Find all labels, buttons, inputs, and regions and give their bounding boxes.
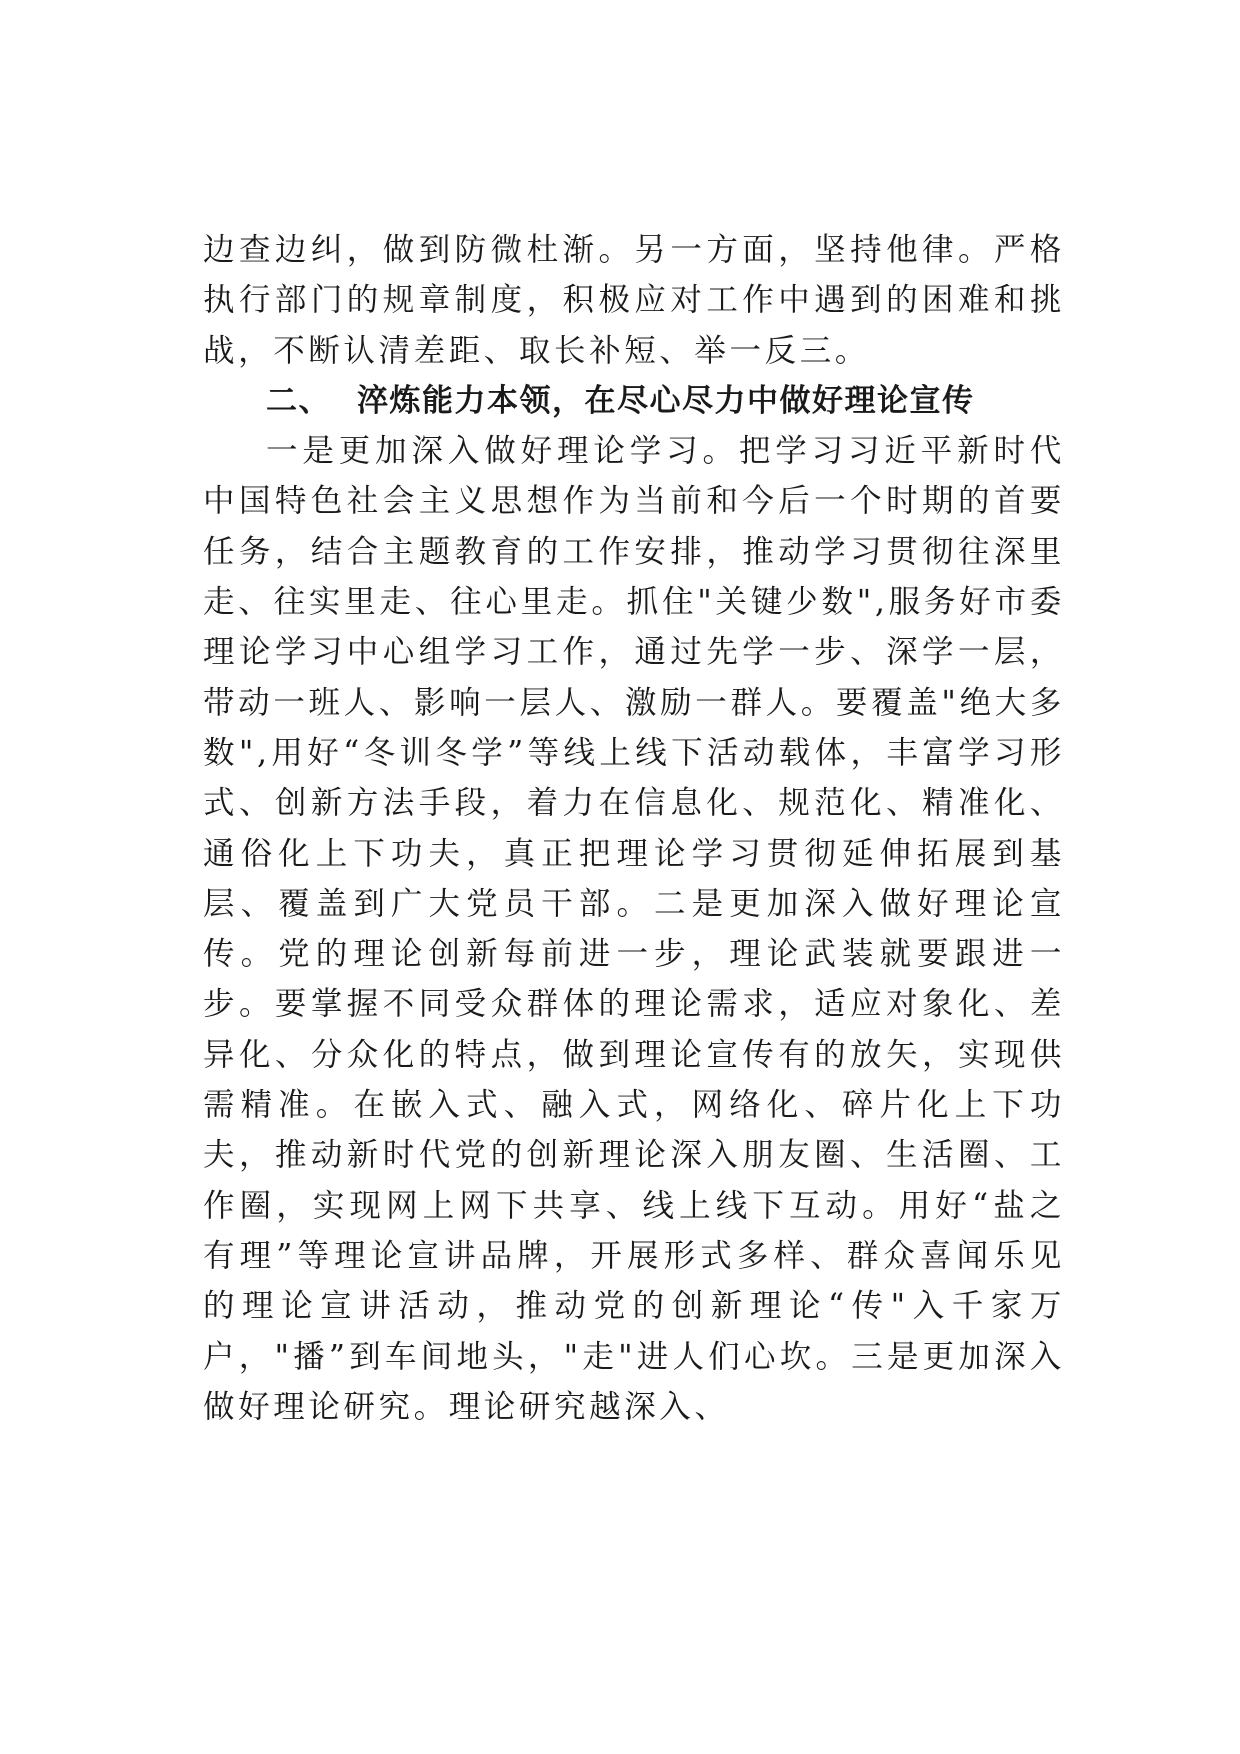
body-paragraph: 一是更加深入做好理论学习。把学习习近平新时代中国特色社会主义思想作为当前和今后一个时期的首要任务，结合主题教育的工作安排，推动学习贯彻往深里走、往实里走、往心里走。抓住"关键少数",服务好市委理论学习中心组学习工作，通过先学一步、深学一层，带动一班人、影响一层人、激励一群人。要覆盖"绝大多数",用好“冬训冬学”等线上线下活动载体，丰富学习形式、创新方法手段，着力在信息化、规范化、精准化、通俗化上下功夫，真正把理论学习贯彻延伸拓展到基层、覆盖到广大党员干部。二是更加深入做好理论宣传。党的理论创新每前进一步，理论武装就要跟进一步。要掌握不同受众群体的理论需求，适应对象化、差异化、分众化的特点，做到理论宣传有的放矢，实现供需精准。在嵌入式、融入式，网络化、碎片化上下功夫，推动新时代党的创新理论深入朋友圈、生活圈、工作圈，实现网上网下共享、线上线下互动。用好“盐之有理”等理论宣讲品牌，开展形式多样、群众喜闻乐见的理论宣讲活动，推动党的创新理论“传"入千家万户，"播”到车间地头，"走"进人们心坎。三是更加深入做好理论研究。理论研究越深入、 — [203, 433, 1065, 1425]
section-number: 二、 — [266, 382, 331, 419]
section-heading — [203, 376, 1065, 426]
document-page — [203, 225, 1065, 1432]
intro-paragraph: 边查边纠，做到防微杜渐。另一方面，坚持他律。严格执行部门的规章制度，积极应对工作中遇到的困难和挑战，不断认清差距、取长补短、举一反三。 — [203, 232, 1065, 369]
section-title: 淬炼能力本领，在尽心尽力中做好理论宣传 — [357, 382, 975, 419]
